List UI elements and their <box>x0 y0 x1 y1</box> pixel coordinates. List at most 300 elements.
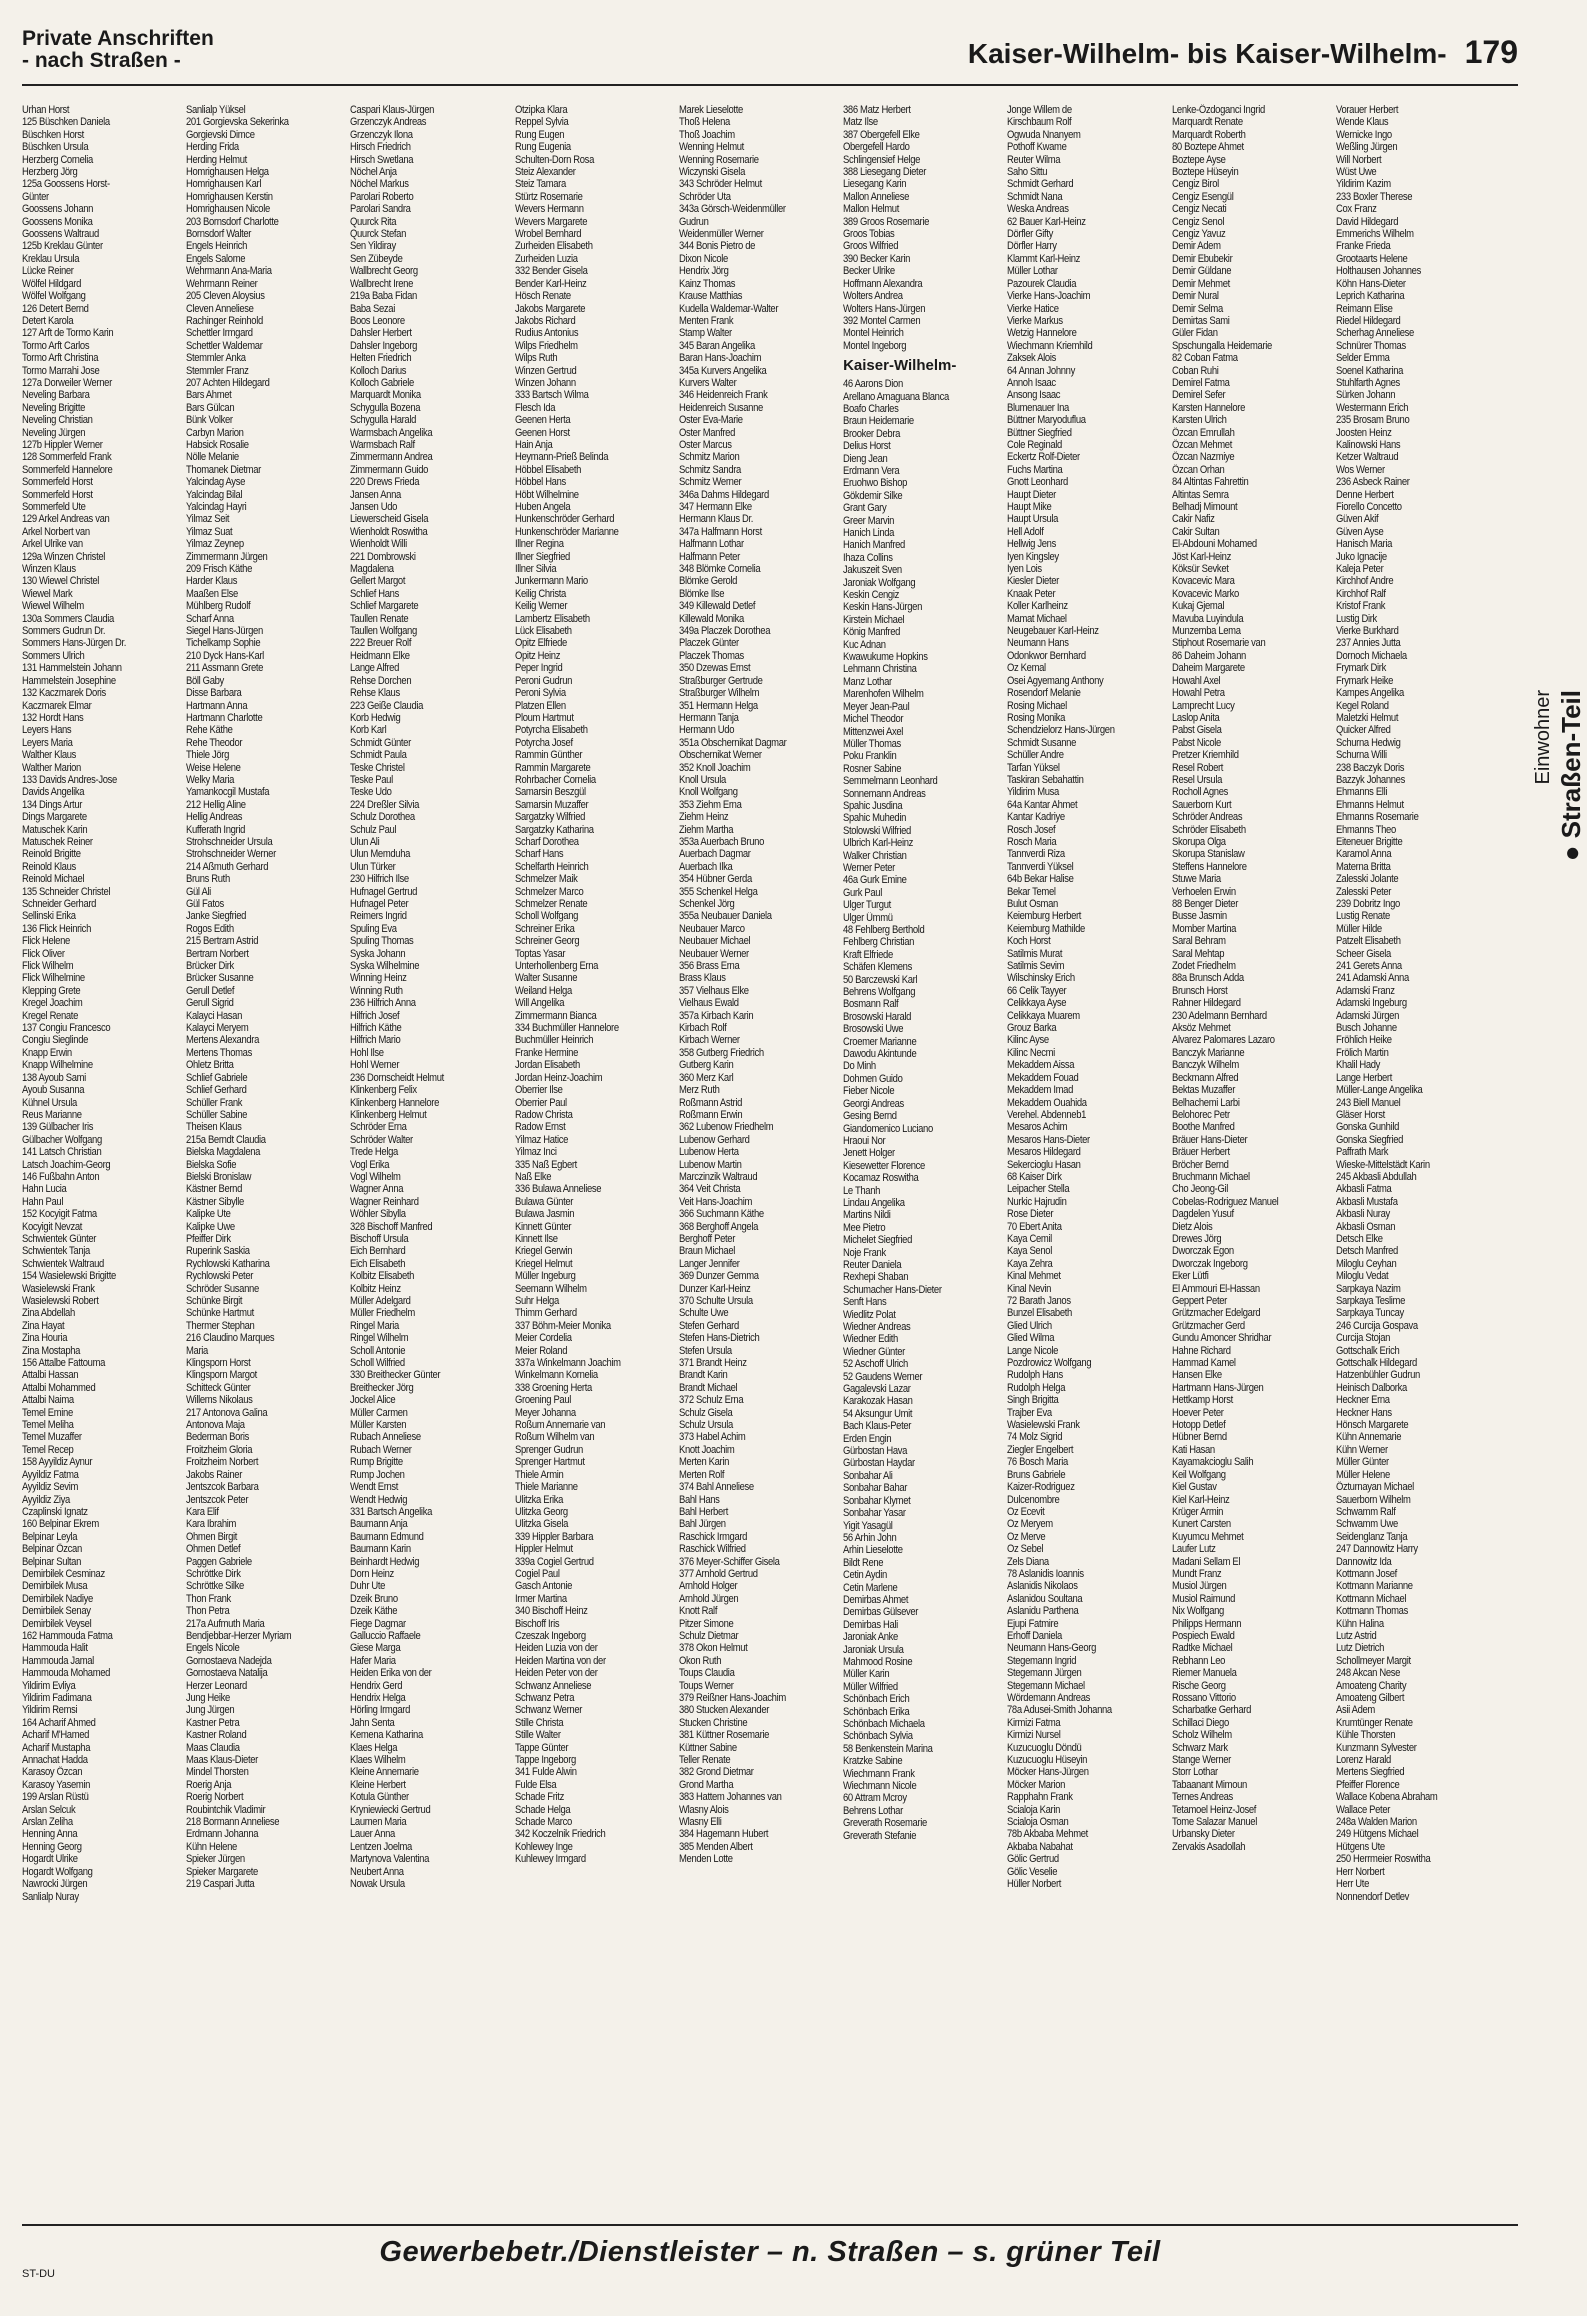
resident-entry: Keiemburg Herbert <box>1007 910 1082 923</box>
resident-entry: 52 Aschoff Ulrich <box>843 1358 909 1371</box>
resident-entry: Zimmermann Bianca <box>514 1009 597 1022</box>
resident-entry: Reppel Sylvia <box>514 116 569 129</box>
resident-entry: Gonska Siegfried <box>1335 1133 1403 1146</box>
resident-entry: Meyer Johanna <box>514 1406 576 1419</box>
resident-entry: Coban Ruhi <box>1171 364 1219 377</box>
resident-entry: Rebhann Leo <box>1171 1654 1225 1667</box>
resident-entry: Klepping Grete <box>22 984 81 997</box>
resident-entry: Demirel Fatma <box>1171 376 1230 389</box>
resident-entry: Singh Brigitta <box>1007 1394 1059 1407</box>
resident-entry: Grootaarts Helene <box>1335 252 1408 265</box>
resident-entry: 88a Brunsch Adda <box>1171 972 1244 985</box>
resident-entry: Hermann Udo <box>678 724 734 737</box>
resident-entry: Engels Nicole <box>186 1642 240 1655</box>
resident-entry: Wiedlitz Polat <box>843 1308 896 1321</box>
resident-entry: Gottschalk Hildegard <box>1335 1357 1417 1370</box>
resident-entry: Kryniewiecki Gertrud <box>350 1803 431 1816</box>
resident-entry: Keil Wolfgang <box>1171 1468 1226 1481</box>
resident-entry: Schlief Gerhard <box>186 1084 247 1097</box>
resident-entry: Rammin Günther <box>514 749 582 762</box>
resident-entry: David Hildegard <box>1335 215 1398 228</box>
resident-entry: Schulz Gisela <box>678 1406 733 1419</box>
resident-entry: Aslanidis Nikolaos <box>1007 1580 1078 1593</box>
resident-entry: Schwamm Ralf <box>1335 1505 1396 1518</box>
resident-entry: Blumenauer Ina <box>1007 401 1070 414</box>
resident-entry: 383 Hattem Johannes van <box>678 1791 782 1804</box>
resident-entry: Cleven Anneliese <box>186 302 254 315</box>
resident-entry: Müller-Lange Angelika <box>1335 1084 1423 1097</box>
resident-entry: Thiele Armin <box>514 1468 564 1481</box>
resident-entry: Mee Pietro <box>843 1221 886 1234</box>
resident-entry: Oberrier Ilse <box>514 1084 563 1097</box>
resident-entry: Schüller Sabine <box>186 1108 248 1121</box>
resident-entry: Kinnett Ilse <box>514 1232 558 1245</box>
resident-entry: Altintas Semra <box>1171 488 1229 501</box>
resident-entry: Yalcindag Hayri <box>186 501 247 513</box>
resident-entry: Urhan Horst <box>22 104 70 116</box>
resident-entry: Brücker Susanne <box>186 972 254 985</box>
resident-entry: Werner Peter <box>843 861 896 874</box>
resident-entry: Habsick Rosalie <box>186 438 249 451</box>
resident-entry: Gundu Amoncer Shridhar <box>1171 1332 1271 1345</box>
resident-entry: Pfeiffer Dirk <box>186 1232 231 1245</box>
resident-entry: Müller Karsten <box>350 1419 407 1432</box>
resident-entry: Schmidt Gerhard <box>1007 178 1074 191</box>
resident-entry: Hettkamp Horst <box>1171 1394 1233 1407</box>
resident-entry: Skorupa Olga <box>1171 835 1226 848</box>
resident-entry: Stolowski Wilfried <box>843 824 912 837</box>
resident-entry: 78 Aslanidis Ioannis <box>1007 1567 1085 1580</box>
resident-entry: Büschken Ursula <box>22 141 89 154</box>
resident-entry: Roerig Norbert <box>186 1791 244 1804</box>
resident-entry: Marek Lieselotte <box>678 104 743 116</box>
resident-entry: Braun Heidemarie <box>843 415 914 428</box>
resident-entry: Rexhepi Shaban <box>843 1271 909 1284</box>
resident-entry: Jockel Alice <box>350 1394 396 1407</box>
resident-entry: Dorn Heinz <box>350 1567 395 1580</box>
resident-entry: Kuc Adnan <box>843 638 886 651</box>
resident-entry: 381 Küttner Rosemarie <box>678 1729 769 1742</box>
resident-entry: Schünke Birgit <box>186 1295 243 1307</box>
section-side-label <box>1522 690 1586 950</box>
resident-entry: Meyer Jean-Paul <box>843 700 910 713</box>
resident-entry: Tannverdi Yüksel <box>1007 860 1074 873</box>
resident-entry: 162 Hammouda Fatma <box>22 1629 113 1642</box>
resident-entry: Buchmüller Heinrich <box>514 1034 593 1047</box>
resident-entry: Schollmeyer Margit <box>1335 1654 1411 1667</box>
resident-entry: Jaroniak Wolfgang <box>843 576 916 589</box>
resident-entry: 134 Dings Artur <box>22 798 83 811</box>
resident-entry: Höbt Wilhelmine <box>514 488 579 501</box>
resident-entry: Mekaddem Fouad <box>1007 1071 1079 1084</box>
resident-entry: Stuhlfarth Agnes <box>1335 376 1400 389</box>
resident-entry: Rudolph Hans <box>1007 1369 1064 1382</box>
resident-entry: Gellert Margot <box>350 575 406 588</box>
resident-entry: Placzek Günter <box>678 637 739 650</box>
resident-entry: Haupt Mike <box>1007 501 1052 513</box>
resident-entry: Warmsbach Angelika <box>350 426 433 439</box>
resident-entry: Cox Franz <box>1335 203 1377 216</box>
resident-entry: Sanlialp Nuray <box>22 1890 79 1903</box>
resident-entry: Mekaddem Aissa <box>1007 1059 1075 1072</box>
resident-entry: Ehmanns Theo <box>1335 823 1396 836</box>
resident-entry: Eich Elisabeth <box>350 1257 406 1270</box>
resident-entry: 346 Heidenreich Frank <box>678 389 768 402</box>
resident-entry: 346a Dahms Hildegard <box>678 488 769 501</box>
resident-entry: Sauerborn Wilhelm <box>1335 1493 1411 1506</box>
resident-entry: Parolari Sandra <box>350 203 412 216</box>
resident-entry: Büttner Maryoduflua <box>1007 414 1086 427</box>
resident-entry: Radow Ernst <box>514 1121 566 1134</box>
resident-entry: Heiden Erika von der <box>350 1667 432 1680</box>
resident-entry: Stiphout Rosemarie van <box>1171 637 1265 650</box>
resident-entry: Aksöz Mehmet <box>1171 1022 1230 1035</box>
resident-entry: 68 Kaiser Dirk <box>1007 1170 1062 1183</box>
resident-entry: Demirbilek Cesminaz <box>22 1567 105 1580</box>
resident-entry: Vorauer Herbert <box>1335 104 1398 116</box>
resident-entry: Kovacevic Mara <box>1171 575 1235 588</box>
resident-entry: Stange Werner <box>1171 1754 1231 1767</box>
resident-entry: Kohlewey Inge <box>514 1840 573 1853</box>
resident-entry: Mertens Siegfried <box>1335 1766 1405 1779</box>
resident-entry: Herding Frida <box>186 141 240 154</box>
resident-entry: Flesch Ida <box>514 401 555 414</box>
resident-entry: Hammouda Mohamed <box>22 1667 111 1680</box>
resident-entry: Büttner Siegfried <box>1007 426 1072 439</box>
resident-entry: Jentszcok Peter <box>186 1493 249 1506</box>
resident-entry: 241 Gerets Anna <box>1335 960 1402 973</box>
resident-entry: Cengiz Yavuz <box>1171 228 1225 241</box>
resident-entry: Schmidt Nana <box>1007 190 1063 203</box>
resident-entry: Baran Hans-Joachim <box>678 352 762 365</box>
resident-entry: Georgi Andreas <box>843 1097 905 1110</box>
resident-entry: Rose Dieter <box>1007 1208 1054 1221</box>
resident-entry: Homrighausen Helga <box>186 166 269 179</box>
resident-entry: Lauer Anna <box>350 1828 396 1841</box>
resident-entry: 78b Akbaba Mehmet <box>1007 1828 1089 1841</box>
resident-entry: Bulut Osman <box>1007 898 1059 910</box>
resident-entry: Syska Johann <box>350 947 406 960</box>
resident-entry: 352 Knoll Joachim <box>678 761 751 774</box>
resident-entry: Kolloch Darius <box>350 364 407 377</box>
resident-entry: Dworczak Ingeborg <box>1171 1257 1248 1270</box>
resident-entry: Toups Claudia <box>678 1667 735 1680</box>
resident-entry: Amoateng Gilbert <box>1335 1692 1404 1704</box>
resident-entry: Ziehm Martha <box>678 823 734 836</box>
resident-entry: Hanisch Maria <box>1335 538 1392 551</box>
resident-entry: Schlingensief Helge <box>843 153 921 166</box>
resident-entry: Roubintchik Vladimir <box>186 1803 266 1816</box>
resident-entry: Lindau Angelika <box>843 1196 905 1209</box>
resident-entry: Reimann Elise <box>1335 302 1393 315</box>
resident-entry: Goossens Waltraud <box>22 228 99 241</box>
resident-entry: Kocamaz Roswitha <box>843 1172 919 1185</box>
page-header <box>22 22 1518 86</box>
resident-entry: Annachat Hadda <box>22 1754 88 1767</box>
resident-entry: Schitteck Günter <box>186 1381 251 1394</box>
resident-entry: Tetamoel Heinz-Josef <box>1171 1803 1256 1816</box>
resident-entry: Cetin Marlene <box>843 1581 898 1594</box>
resident-entry: 377 Arnhold Gertrud <box>678 1567 758 1580</box>
resident-entry: Sarpkaya Nazim <box>1335 1282 1401 1295</box>
resident-entry: Spschungalla Heidemarie <box>1171 339 1272 352</box>
resident-entry: Kurvers Walter <box>678 376 737 389</box>
resident-entry: Zina Hayat <box>22 1319 65 1332</box>
resident-entry: Mesaros Hildegard <box>1007 1146 1081 1159</box>
resident-entry: 46a Gurk Emine <box>843 874 907 887</box>
resident-entry: Wördemann Andreas <box>1007 1692 1091 1704</box>
resident-entry: Iyen Lois <box>1007 563 1043 576</box>
resident-entry: Kalayci Hasan <box>186 1009 243 1022</box>
resident-entry: Peroni Gudrun <box>514 674 572 687</box>
resident-entry: 164 Acharif Ahmed <box>22 1716 96 1729</box>
resident-entry: Weska Andreas <box>1007 203 1069 216</box>
resident-entry: Soenel Katharina <box>1335 364 1403 377</box>
resident-entry: 201 Gorgievska Sekerinka <box>186 116 289 129</box>
resident-entry: Saral Mehtap <box>1171 947 1224 960</box>
resident-entry: Liesegang Karin <box>843 178 907 191</box>
resident-entry: Bender Karl-Heinz <box>514 277 587 290</box>
resident-entry: Thon Frank <box>186 1592 232 1605</box>
resident-entry: Hoffmann Alexandra <box>843 277 923 290</box>
resident-entry: Gökdemir Silke <box>843 489 903 502</box>
resident-entry: Sarpkaya Teslime <box>1335 1295 1405 1307</box>
resident-entry: 230 Adelmann Bernhard <box>1171 1009 1267 1022</box>
resident-entry: Nowak Ursula <box>350 1878 406 1891</box>
resident-entry: Quurck Rita <box>350 215 397 228</box>
resident-entry: Bruchmann Michael <box>1171 1170 1250 1183</box>
resident-entry: Ayoub Susanna <box>22 1084 85 1097</box>
resident-entry: 338 Groening Herta <box>514 1381 592 1394</box>
resident-entry: 368 Berghoff Angela <box>678 1220 758 1233</box>
resident-entry: Rung Eugenia <box>514 141 571 154</box>
resident-entry: Obschernikat Werner <box>678 749 762 762</box>
resident-entry: 215 Bertram Astrid <box>186 935 259 948</box>
resident-entry: 247 Dannowitz Harry <box>1335 1543 1418 1556</box>
resident-entry: Daheim Margarete <box>1171 662 1245 675</box>
resident-entry: Veit Hans-Joachim <box>678 1195 752 1208</box>
resident-entry: Demir Adem <box>1171 240 1221 253</box>
resident-entry: Reimers Ingrid <box>350 910 408 923</box>
resident-entry: Oster Manfred <box>678 426 735 439</box>
resident-entry: Trajber Eva <box>1007 1406 1053 1419</box>
resident-entry: Placzek Thomas <box>678 649 744 662</box>
resident-entry: Kühle Thorsten <box>1335 1729 1395 1742</box>
resident-entry: Yildirim Kazim <box>1335 178 1391 191</box>
resident-entry: 56 Arhin John <box>843 1531 897 1544</box>
directory-column <box>350 104 514 2208</box>
resident-entry: Jansen Udo <box>350 501 398 513</box>
resident-entry: Zimmermann Jürgen <box>186 550 268 563</box>
resident-entry: Vogl Erika <box>350 1158 390 1171</box>
resident-entry: Bünk Volker <box>186 414 233 427</box>
resident-entry: Kirmizi Nursel <box>1007 1729 1061 1742</box>
resident-entry: Detsch Manfred <box>1335 1245 1398 1258</box>
resident-entry: 222 Breuer Rolf <box>350 637 412 650</box>
resident-entry: 337a Winkelmann Joachim <box>514 1357 621 1370</box>
resident-entry: Nix Wolfgang <box>1171 1605 1224 1618</box>
resident-entry: Davids Angelika <box>22 786 85 799</box>
resident-entry: Jordan Heinz-Joachim <box>514 1071 602 1084</box>
resident-entry: Kirbach Rolf <box>678 1022 727 1035</box>
resident-entry: Bulawa Jasmin <box>514 1208 574 1221</box>
resident-entry: Gerull Detlef <box>186 984 235 997</box>
resident-entry: Hendrix Gerd <box>350 1679 403 1692</box>
resident-entry: 351 Hermann Helga <box>678 699 758 712</box>
resident-entry: Gölic Veselie <box>1007 1865 1058 1878</box>
resident-entry: 230 Hilfrich Ilse <box>350 873 410 886</box>
resident-entry: Temel Recep <box>22 1443 74 1456</box>
resident-entry: Pitzer Simone <box>678 1617 734 1630</box>
resident-entry: Cho Jeong-Gil <box>1171 1183 1228 1196</box>
resident-entry: Neumann Hans <box>1007 637 1069 650</box>
resident-entry: 74 Molz Sigrid <box>1007 1431 1063 1444</box>
resident-entry: Fiorello Concetto <box>1335 501 1402 513</box>
resident-entry: Homrighausen Nicole <box>186 203 271 216</box>
resident-entry: Ulun Ali <box>350 835 380 848</box>
resident-entry: Oz Sebel <box>1007 1543 1044 1556</box>
resident-entry: 357a Kirbach Karin <box>678 1009 754 1022</box>
resident-entry: Demirtas Sami <box>1171 314 1230 327</box>
resident-entry: 382 Grond Dietmar <box>678 1766 754 1779</box>
resident-entry: Klinkenberg Felix <box>350 1084 418 1097</box>
resident-entry: 152 Kocyigit Fatma <box>22 1208 97 1221</box>
resident-entry: Hirsch Swetlana <box>350 153 414 166</box>
resident-entry: Heckner Erna <box>1335 1394 1390 1407</box>
resident-entry: Herzberg Jörg <box>22 166 78 179</box>
resident-entry: Nurkic Hajrudin <box>1007 1195 1067 1208</box>
resident-entry: 360 Merz Karl <box>678 1071 734 1084</box>
resident-entry: Toups Werner <box>678 1679 734 1692</box>
resident-entry: Wehrmann Reiner <box>186 277 258 290</box>
resident-entry: Yamankocgil Mustafa <box>186 786 270 799</box>
resident-entry: König Manfred <box>843 626 901 639</box>
resident-entry: Kühn Annemarie <box>1335 1431 1401 1444</box>
resident-entry: Hatzenbühler Gudrun <box>1335 1369 1420 1382</box>
resident-entry: Heiden Martina von der <box>514 1654 606 1667</box>
resident-entry: Drewes Jörg <box>1171 1232 1221 1245</box>
resident-entry: Rosch Josef <box>1007 823 1056 836</box>
resident-entry: Montel Heinrich <box>843 327 904 340</box>
resident-entry: Klammt Karl-Heinz <box>1007 252 1081 265</box>
resident-entry: Welky Maria <box>186 773 235 786</box>
resident-entry: Mavuba Luyindula <box>1171 612 1243 625</box>
resident-entry: Vielhaus Ewald <box>678 997 739 1010</box>
resident-entry: 239 Dobritz Ingo <box>1335 898 1400 910</box>
resident-entry: Rump Brigitte <box>350 1456 404 1469</box>
resident-entry: 374 Bahl Anneliese <box>678 1481 754 1494</box>
resident-entry: Frymark Heike <box>1335 674 1393 687</box>
resident-entry: Özcan Emrullah <box>1171 426 1235 439</box>
resident-entry: Lustig Dirk <box>1335 612 1377 625</box>
resident-entry: 388 Liesegang Dieter <box>843 166 927 179</box>
resident-entry: Rychlowski Katharina <box>186 1257 270 1270</box>
resident-entry: 216 Claudino Marques <box>186 1332 275 1345</box>
resident-entry: Sen Yildiray <box>350 240 397 253</box>
resident-entry: Latsch Joachim-Georg <box>22 1158 111 1171</box>
resident-entry: Tarfan Yüksel <box>1007 761 1060 774</box>
resident-entry: Bendjebbar-Herzer Myriam <box>186 1629 292 1642</box>
resident-entry: Hansen Elke <box>1171 1369 1222 1382</box>
resident-entry: Schröder Susanne <box>186 1282 260 1295</box>
resident-entry: Samarsin Beszgül <box>514 786 586 799</box>
resident-entry: Tormo Arft Carlos <box>22 339 90 352</box>
resident-entry: Kregel Joachim <box>22 997 83 1010</box>
resident-entry: 378 Okon Helmut <box>678 1642 748 1655</box>
resident-entry: Schröttke Dirk <box>186 1567 241 1580</box>
resident-entry: Sommers Gudrun Dr. <box>22 625 106 638</box>
resident-entry: Miloglu Vedat <box>1335 1270 1389 1283</box>
resident-entry: Rische Georg <box>1171 1679 1226 1692</box>
resident-entry: Warmsbach Ralf <box>350 438 416 451</box>
resident-entry: Busse Jasmin <box>1171 910 1227 923</box>
resident-entry: Pabst Gisela <box>1171 724 1222 737</box>
resident-entry: Liewerscheid Gisela <box>350 513 429 526</box>
resident-entry: 86 Daheim Johann <box>1171 649 1246 662</box>
resident-entry: Giese Marga <box>350 1642 401 1655</box>
resident-entry: Detsch Elke <box>1335 1232 1383 1245</box>
resident-entry: Cengiz Necati <box>1171 203 1226 216</box>
resident-entry: Helten Friedrich <box>350 352 412 365</box>
resident-entry: Radow Christa <box>514 1108 573 1121</box>
resident-entry: 380 Stucken Alexander <box>678 1704 769 1717</box>
resident-entry: Howahl Petra <box>1171 687 1225 700</box>
resident-entry: Lehmann Christina <box>843 663 917 676</box>
resident-entry: Celikkaya Ayse <box>1007 997 1067 1010</box>
resident-entry: Akbasli Fatma <box>1335 1183 1392 1196</box>
resident-entry: Toptas Yasar <box>514 947 565 960</box>
resident-entry: Hendrix Helga <box>350 1692 406 1704</box>
resident-entry: Laslop Anita <box>1171 711 1219 724</box>
street-heading: Kaiser-Wilhelm- <box>843 357 957 375</box>
resident-entry: 349 Killewald Detlef <box>678 600 756 613</box>
resident-entry: Wasielewski Frank <box>1007 1419 1080 1432</box>
resident-entry: Meier Roland <box>514 1344 567 1357</box>
resident-entry: Demirbilek Veysel <box>22 1617 92 1630</box>
resident-entry: 127 Arft de Tormo Karin <box>22 327 114 340</box>
resident-entry: 345a Kurvers Angelika <box>678 364 767 377</box>
resident-entry: Neveling Christian <box>22 414 93 427</box>
resident-entry: Schulz Ursula <box>678 1419 733 1432</box>
resident-entry: Rogos Edith <box>186 922 234 935</box>
resident-entry: Schröder Uta <box>678 190 731 203</box>
resident-entry: 373 Habel Achim <box>678 1431 746 1444</box>
resident-entry: Grouz Barka <box>1007 1022 1057 1035</box>
resident-entry: Wöhler Sibylla <box>350 1208 407 1221</box>
resident-entry: Jakobs Margarete <box>514 302 585 315</box>
resident-entry: Cobelas-Rodriguez Manuel <box>1171 1195 1278 1208</box>
resident-entry: 364 Veit Christa <box>678 1183 741 1196</box>
resident-entry: Mahmood Rosine <box>843 1655 913 1668</box>
resident-entry: Mekaddem Imad <box>1007 1084 1074 1097</box>
resident-entry: Glied Ulrich <box>1007 1319 1053 1332</box>
resident-entry: Thermer Stephan <box>186 1319 255 1332</box>
resident-entry: Denne Herbert <box>1335 488 1394 501</box>
resident-entry: 217 Antonova Galina <box>186 1406 268 1419</box>
resident-entry: Möcker Hans-Jürgen <box>1007 1766 1089 1779</box>
resident-entry: Trede Helga <box>350 1146 399 1159</box>
resident-entry: Kriegel Gerwin <box>514 1245 572 1258</box>
resident-entry: Lorenz Harald <box>1335 1754 1391 1767</box>
resident-entry: Neveling Brigitte <box>22 401 86 414</box>
resident-entry: Rosch Maria <box>1007 835 1057 848</box>
resident-entry: Groos Wilfried <box>843 240 899 253</box>
resident-entry: Schwanz Petra <box>514 1692 574 1704</box>
resident-entry: Karasoy Özcan <box>22 1766 83 1779</box>
resident-entry: Kara Ibrahim <box>186 1518 237 1531</box>
resident-entry: Fehlberg Christian <box>843 936 915 949</box>
resident-entry: 233 Boxler Therese <box>1335 190 1412 203</box>
